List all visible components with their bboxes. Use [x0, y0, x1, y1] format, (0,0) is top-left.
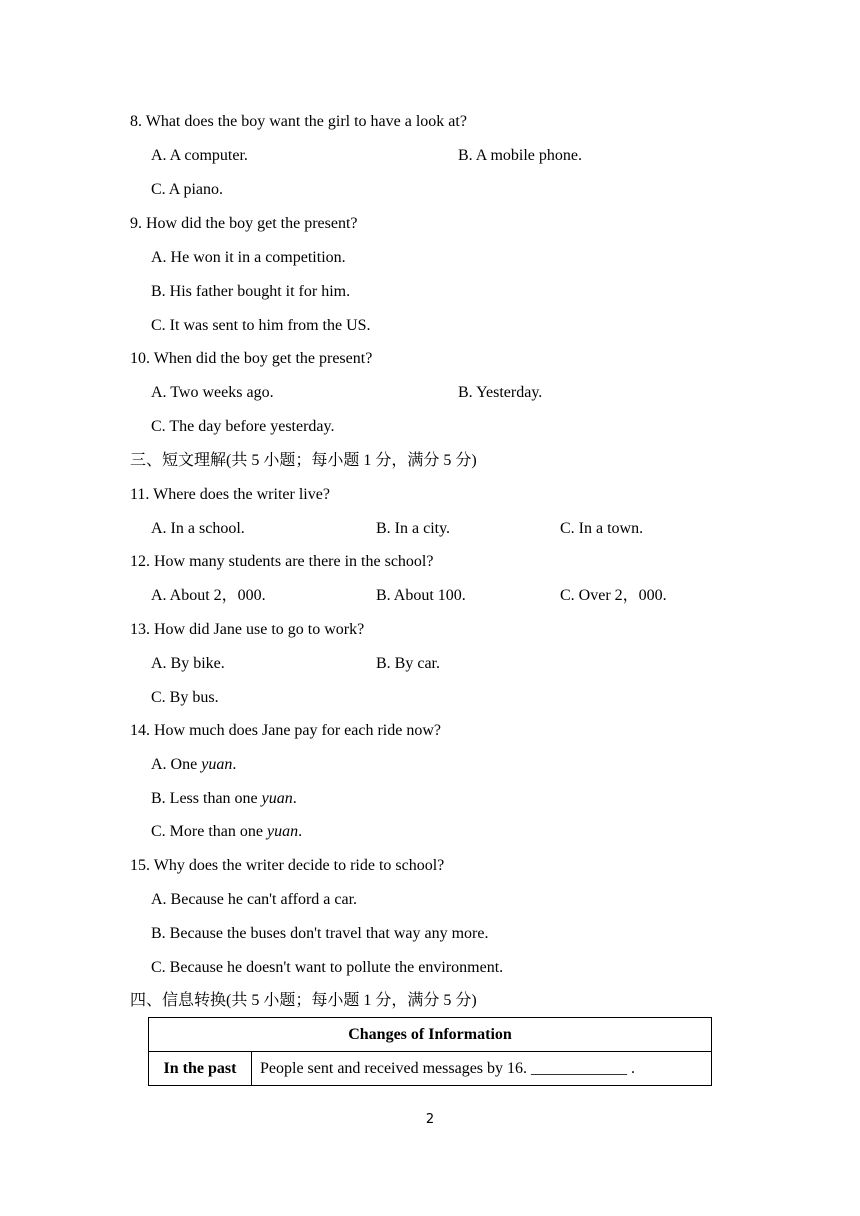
q13-option-b: B. By car. — [376, 655, 440, 672]
question-9: 9. How did the boy get the present? — [130, 215, 358, 232]
q14-option-c-text: C. More than one — [151, 823, 267, 840]
question-12: 12. How many students are there in the school? — [130, 553, 434, 570]
q10-option-c: C. The day before yesterday. — [151, 418, 335, 435]
q10-option-a: A. Two weeks ago. — [151, 384, 274, 401]
q14-option-c-end: . — [298, 823, 303, 840]
q14-option-b-end: . — [292, 790, 297, 807]
table-row — [149, 1052, 712, 1086]
q15-option-a: A. Because he can't afford a car. — [151, 891, 358, 908]
q13-option-c: C. By bus. — [151, 689, 219, 706]
question-15: 15. Why does the writer decide to ride to school? — [130, 857, 445, 874]
table-header-row — [149, 1018, 712, 1052]
q11-option-a: A. In a school. — [151, 520, 245, 537]
question-13: 13. How did Jane use to go to work? — [130, 621, 365, 638]
q14-option-c-unit: yuan — [266, 823, 299, 840]
question-8: 8. What does the boy want the girl to have a look at? — [130, 113, 467, 130]
information-table — [148, 1017, 712, 1086]
question-14: 14. How much does Jane pay for each ride now? — [130, 722, 442, 739]
q12-option-a: A. About 2，000. — [151, 587, 266, 604]
q11-option-c: C. In a town. — [560, 520, 644, 537]
section-four-heading: 四、信息转换(共 5 小题；每小题 1 分，满分 5 分) — [130, 992, 477, 1009]
question-11: 11. Where does the writer live? — [130, 486, 330, 503]
q11-option-b: B. In a city. — [376, 520, 451, 537]
row-label-past: In the past — [149, 1052, 252, 1086]
q8-option-a: A. A computer. — [151, 147, 248, 164]
q13-option-a: A. By bike. — [151, 655, 225, 672]
q15-option-b: B. Because the buses don't travel that way any more. — [151, 925, 489, 942]
q9-option-c: C. It was sent to him from the US. — [151, 317, 371, 334]
q12-option-c: C. Over 2，000. — [560, 587, 667, 604]
table-title: Changes of Information — [149, 1018, 712, 1052]
q14-option-b-text: B. Less than one — [151, 790, 262, 807]
question-10: 10. When did the boy get the present? — [130, 350, 373, 367]
page-number: 2 — [425, 1112, 435, 1127]
q9-option-a: A. He won it in a competition. — [151, 249, 346, 266]
q10-option-b: B. Yesterday. — [458, 384, 543, 401]
q9-option-b: B. His father bought it for him. — [151, 283, 351, 300]
q15-option-c: C. Because he doesn't want to pollute the environment. — [151, 959, 504, 976]
section-three-heading: 三、短文理解(共 5 小题；每小题 1 分，满分 5 分) — [130, 452, 477, 469]
q14-option-a-end: . — [232, 756, 237, 773]
row-text-past: People sent and received messages by 16. ____________ . — [252, 1052, 712, 1086]
q14-option-c — [151, 822, 302, 842]
q14-option-b — [151, 789, 297, 809]
q8-option-c: C. A piano. — [151, 181, 224, 198]
q12-option-b: B. About 100. — [376, 587, 466, 604]
q14-option-a — [151, 755, 236, 775]
q14-option-a-unit: yuan — [201, 756, 233, 773]
q14-option-a-text: A. One — [151, 756, 202, 773]
q14-option-b-unit: yuan — [261, 790, 293, 807]
q8-option-b: B. A mobile phone. — [458, 147, 582, 164]
